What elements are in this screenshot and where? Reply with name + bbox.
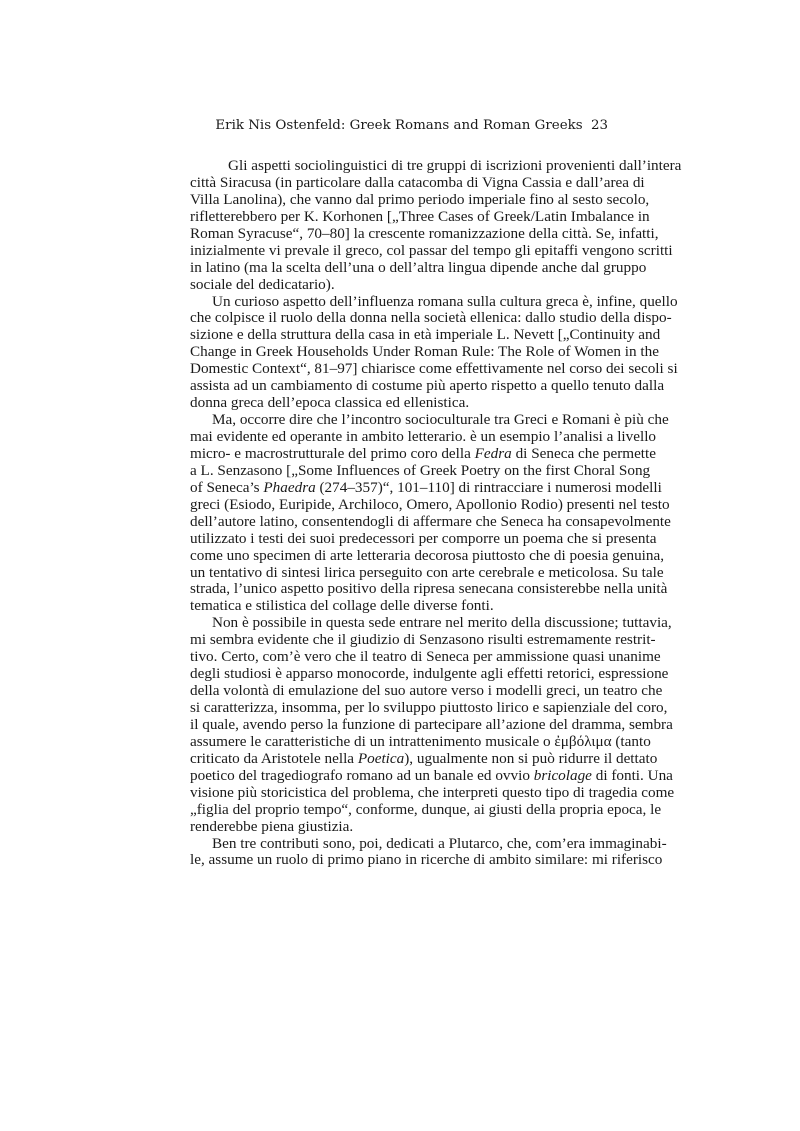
italic-title: Fedra: [474, 444, 512, 462]
text-line: [190, 580, 668, 598]
text-run: mi sembra evidente che il giudizio di Senzasono risulti estremamente restrit-: [190, 631, 656, 649]
text-line: [190, 258, 647, 277]
text-line: [190, 563, 664, 582]
text-line: [190, 173, 645, 192]
text-line: [190, 309, 672, 327]
text-run: donna greca dell’epoca classica ed ellenistica.: [190, 394, 470, 412]
text-line: [190, 648, 661, 666]
text-line: [190, 326, 661, 344]
text-line: [190, 800, 662, 819]
text-line: [190, 360, 678, 378]
text-run: Roman Syracuse“, 70–80] la crescente romanizzazione della città. Se, infatti,: [190, 224, 659, 242]
text-run: sociale del dedicatario).: [190, 275, 335, 293]
text-run: Villa Lanolina), che vanno dal primo periodo imperiale fino al sesto secolo,: [190, 190, 650, 208]
text-run: (274–357)“, 101–110] di rintracciare i numerosi modelli: [315, 478, 662, 496]
text-line: [190, 546, 665, 565]
text-line: [190, 444, 656, 463]
text-run: greci (Esiodo, Euripide, Archiloco, Omero, Apollonio Rodio) presenti nel testo: [190, 495, 670, 513]
text-line: [190, 395, 608, 412]
text-line: [190, 682, 663, 700]
text-run: Ma, occorre dire che l’incontro socioculturale tra Greci e Romani è più che: [212, 411, 669, 429]
text-line: [190, 207, 650, 226]
text-run: assista ad un cambiamento di costume più aperto rispetto a quello tenuto dalla: [190, 377, 665, 395]
text-run: rifletterebbero per K. Korhonen [„Three Cases of Greek/Latin Imbalance in: [190, 207, 650, 225]
text-line: [190, 614, 672, 632]
text-run: poetico del tragediografo romano ad un banale ed ovvio: [190, 766, 534, 784]
italic-title: Phaedra: [263, 478, 316, 496]
text-run: che colpisce il ruolo della donna nella società ellenica: dallo studio della dispo-: [190, 309, 672, 327]
text-line: [190, 715, 673, 734]
text-run: di fonti. Una: [591, 766, 673, 784]
text-line: [190, 277, 608, 294]
text-run: di Seneca che permette: [511, 444, 656, 462]
text-run: della volontà di emulazione del suo autore verso i modelli greci, un teatro che: [190, 682, 663, 700]
text-run: dell’autore latino, consentendogli di affermare che Seneca ha consapevolmente: [190, 512, 671, 530]
italic-title: bricolage: [533, 766, 592, 784]
text-run: si caratterizza, insomma, per lo sviluppo piuttosto lirico e sapienziale del coro,: [190, 699, 668, 716]
text-run: un tentativo di sintesi lirica perseguito con arte cerebrale e meticolosa. Su tale: [190, 563, 664, 581]
running-header: [190, 118, 608, 136]
text-line: [190, 377, 665, 395]
text-line: [190, 512, 671, 531]
text-run: Change in Greek Households Under Roman Rule: The Role of Women in the: [190, 343, 659, 361]
text-run: Non è possibile in questa sede entrare nel merito della discussione; tuttavia,: [212, 614, 672, 632]
text-run: Ben tre contributi sono, poi, dedicati a Plutarco, che, com’era immaginabi-: [212, 834, 667, 852]
text-line: [190, 343, 659, 361]
text-run: Domestic Context“, 81–97] chiarisce come effettivamente nel corso dei secoli si: [190, 360, 678, 378]
text-run: in latino (ma la scelta dell’una o dell’altra lingua dipende anche dal gruppo: [190, 258, 647, 276]
text-run: micro- e macrostrutturale del primo coro della: [190, 444, 475, 462]
paragraph: [190, 411, 671, 615]
text-line: [190, 478, 662, 497]
text-run: assumere le caratteristiche di un intrattenimento musicale o ἐμβόλιμα (tanto: [190, 732, 651, 750]
text-run: strada, l’unico aspetto positivo della ripresa senecana consisterebbe nella unità: [190, 580, 668, 598]
text-line: [190, 819, 608, 836]
text-line: [190, 529, 657, 548]
text-line: [190, 598, 608, 615]
text-run: sizione e della struttura della casa in età imperiale L. Nevett [„Continuity and: [190, 326, 661, 344]
text-line: [190, 699, 668, 717]
text-run: città Siracusa (in particolare dalla catacomba di Vigna Cassia e dall’area di: [190, 173, 645, 191]
text-line: [190, 411, 669, 429]
text-run: il quale, avendo perso la funzione di partecipare all’azione del dramma, sembra: [190, 715, 673, 733]
text-line: [190, 292, 678, 311]
text-line: [190, 631, 656, 649]
text-line: [190, 190, 650, 209]
text-line: [190, 241, 673, 260]
text-run: a L. Senzasono [„Some Influences of Greek Poetry on the first Choral Song: [190, 461, 651, 479]
text-run: „figlia del proprio tempo“, conforme, dunque, ai giusti della propria epoca, le: [190, 800, 662, 818]
paragraph: [190, 157, 682, 294]
page-number: 23: [590, 118, 608, 133]
text-line: [190, 461, 651, 480]
italic-title: Poetica: [357, 749, 405, 767]
text-line: [190, 665, 669, 683]
text-run: le, assume un ruolo di primo piano in ricerche di ambito similare: mi riferisco: [190, 851, 663, 869]
paragraph: [190, 292, 678, 413]
text-run: tivo. Certo, com’è vero che il teatro di Seneca per ammissione quasi unanime: [190, 648, 661, 666]
text-run: degli studiosi è apparso monocorde, indulgente agli effetti retorici, espressione: [190, 665, 669, 683]
text-run: of Seneca’s: [190, 478, 264, 496]
text-run: visione più storicistica del problema, che interpreti questo tipo di tragedia come: [190, 783, 675, 801]
text-line: [190, 834, 667, 853]
text-run: criticato da Aristotele nella: [190, 749, 358, 767]
text-run: Gli aspetti sociolinguistici di tre gruppi di iscrizioni provenienti dall’intera: [228, 157, 682, 174]
text-run: inizialmente vi prevale il greco, col passar del tempo gli epitaffi vengono scritti: [190, 241, 673, 259]
text-line: [190, 851, 663, 869]
text-line: [190, 495, 670, 514]
body-text: [190, 157, 682, 869]
text-run: mai evidente ed operante in ambito letterario. è un esempio l’analisi a livello: [190, 428, 657, 445]
text-run: come uno specimen di arte letteraria decorosa piuttosto che di poesia genuina,: [190, 546, 665, 564]
paragraph: [190, 614, 675, 835]
text-line: [190, 428, 657, 446]
running-title: Erik Nis Ostenfeld: Greek Romans and Roman Greeks: [215, 118, 583, 133]
text-run: Un curioso aspetto dell’influenza romana sulla cultura greca è, infine, quello: [212, 292, 678, 310]
text-line: [190, 732, 651, 751]
paragraph: [190, 834, 667, 870]
text-line: [190, 766, 673, 785]
text-line: [190, 224, 659, 243]
text-run: tematica e stilistica del collage delle diverse fonti.: [190, 597, 494, 615]
text-line: [190, 157, 682, 175]
text-run: utilizzato i testi dei suoi predecessori per comporre un poema che si presenta: [190, 529, 657, 547]
text-line: [190, 749, 658, 768]
text-run: renderebbe piena giustizia.: [190, 817, 354, 835]
text-run: ), ugualmente non si può ridurre il dettato: [404, 749, 658, 767]
text-line: [190, 783, 675, 802]
